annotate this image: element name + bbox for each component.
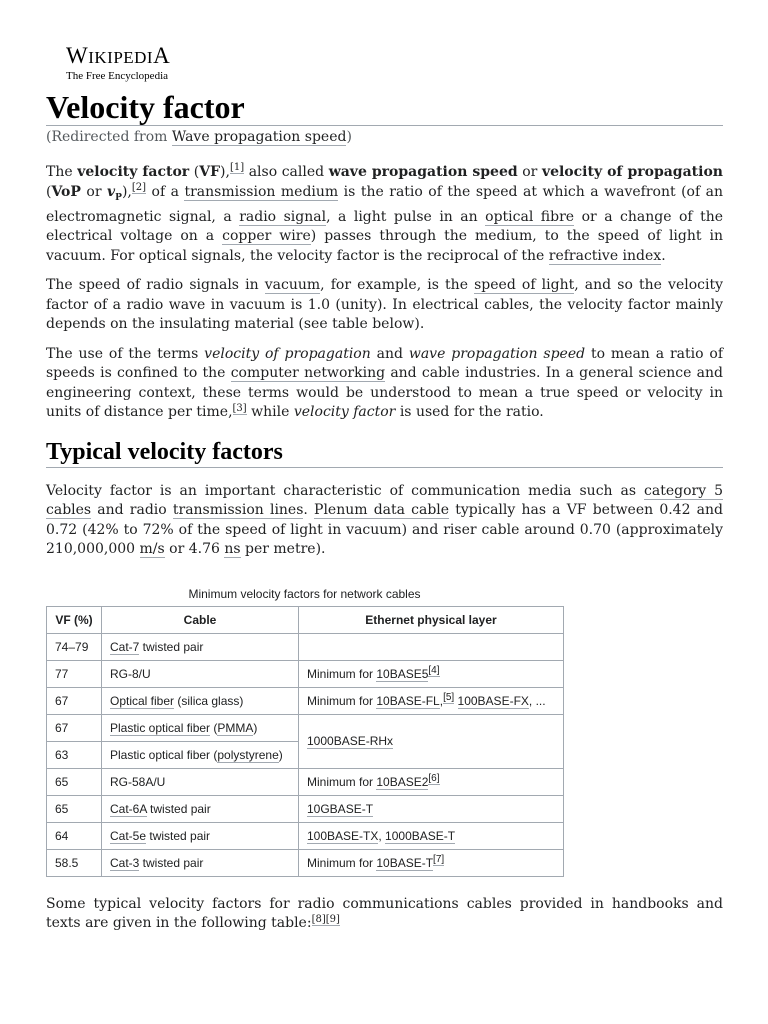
citation-link[interactable]: [7]: [433, 853, 445, 865]
ethernet-link[interactable]: 100BASE-TX: [307, 828, 379, 843]
cable-link[interactable]: Cat-7: [110, 639, 140, 654]
citation-link[interactable]: [3]: [232, 402, 247, 414]
citation-link[interactable]: [1]: [229, 162, 245, 174]
article-link[interactable]: ns: [224, 541, 241, 558]
article: [46, 0, 723, 934]
ethernet-link[interactable]: 10BASE-T: [376, 855, 434, 870]
redirect-notice: (Redirected from Wave propagation speed): [46, 129, 352, 145]
article-link[interactable]: category 5 cables: [46, 482, 723, 519]
column-header: VF (%): [47, 606, 102, 633]
article-link[interactable]: optical fibre: [485, 208, 575, 225]
cable-link[interactable]: Cat-3: [110, 855, 140, 870]
cable-link[interactable]: Plastic optical fiber: [110, 720, 211, 735]
ethernet-link[interactable]: 1000BASE-RHx: [307, 734, 394, 749]
ethernet-link[interactable]: 10BASE2: [376, 774, 429, 789]
redirect-link[interactable]: Wave propagation speed: [171, 129, 347, 145]
column-header: Cable: [102, 606, 299, 633]
velocity-table: [46, 606, 564, 877]
article-link[interactable]: vacuum: [264, 277, 321, 294]
ethernet-link[interactable]: 10GBASE-T: [307, 801, 374, 816]
ethernet-link[interactable]: 10BASE5: [376, 666, 429, 681]
table-row: 64 Cat-5e twisted pair 100BASE-TX, 1000BASE-T: [47, 822, 564, 849]
cable-link[interactable]: Cat-6A: [110, 801, 147, 816]
cable-link[interactable]: Cat-5e: [110, 828, 147, 843]
article-link[interactable]: speed of light: [474, 277, 575, 294]
citation-link[interactable]: [5]: [443, 691, 455, 703]
table-row: 65 RG-58A/U Minimum for 10BASE2[6]: [47, 768, 564, 795]
cable-link[interactable]: PMMA: [217, 720, 254, 735]
intro-paragraph: The velocity factor (VF),[1] also called wave propagation speed or velocity of propagation (VoP or $v_P),[2]$ of a transmission medium is the ratio of the speed at which a wavefront (of an electromagnetic signal, a radio signal, a light pulse in an optical fibre or a change of the electrical voltage on a copper wire) passes through the medium, to the speed of light in vacuum. For optical signals, the velocity factor is the reciprocal of the refractive index.: [46, 162, 724, 264]
table-row: 74–79 Cat-7 twisted pair: [47, 633, 564, 660]
wikipedia-logo[interactable]: [66, 0, 723, 83]
article-link[interactable]: radio signal: [239, 208, 327, 225]
paragraph: Some typical velocity factors for radio communications cables provided in handbooks and texts are given in the following table:[8][9]: [46, 895, 723, 932]
article-link[interactable]: transmission medium: [184, 183, 339, 200]
citation-link[interactable]: [2]: [131, 181, 147, 193]
article-link[interactable]: refractive index: [548, 247, 662, 264]
article-link[interactable]: Plenum data cable: [314, 502, 450, 519]
ethernet-link[interactable]: 1000BASE-T: [385, 828, 456, 843]
cable-link[interactable]: Optical fiber: [110, 693, 175, 708]
paragraph: The use of the terms velocity of propagation and wave propagation speed to mean a ratio of speeds is confined to the computer networking and cable industries. In a general science and engineering context, these terms would be understood to mean a true speed or velocity in units of distance per time,[3] while velocity factor is used for the ratio.: [46, 345, 724, 421]
logo-tagline: The Free Encyclopedia: [66, 70, 169, 82]
article-link[interactable]: m/s: [139, 541, 165, 558]
column-header: Ethernet physical layer: [299, 606, 564, 633]
table-row: 67 Plastic optical fiber (PMMA) 1000BASE-RHx: [47, 714, 564, 741]
paragraph: The speed of radio signals in vacuum, for example, is the speed of light, and so the velocity factor of a radio wave in vacuum is 1.0 (unity). In electrical cables, the velocity factor mainly depends on the insulating material (see table below).: [46, 277, 724, 333]
citation-link[interactable]: [4]: [428, 664, 440, 676]
table-header-row: [47, 606, 564, 633]
table-row: 65 Cat-6A twisted pair 10GBASE-T: [47, 795, 564, 822]
section-heading: Typical velocity factors: [46, 437, 723, 468]
table-row: 63 Plastic optical fiber (polystyrene): [47, 741, 564, 768]
article-link[interactable]: transmission lines: [172, 502, 304, 519]
table-row: 58.5 Cat-3 twisted pair Minimum for 10BASE-T[7]: [47, 849, 564, 876]
citation-link[interactable]: [9]: [325, 913, 340, 925]
citation-link[interactable]: [6]: [428, 772, 440, 784]
table-caption: Minimum velocity factors for network cables: [188, 586, 421, 601]
ethernet-link[interactable]: 100BASE-FX: [457, 693, 529, 708]
table-row: 77 RG-8/U Minimum for 10BASE5[4]: [47, 660, 564, 687]
paragraph: Velocity factor is an important characteristic of communication media such as category 5 cables and radio transmission lines. Plenum data cable typically has a VF between 0.42 and 0.72 (42% to 72% of the speed of light in vacuum) and riser cable around 0.70 (approximately 210,000,000 m/s or 4.76 ns per metre).: [46, 482, 723, 558]
article-link[interactable]: computer networking: [230, 365, 386, 382]
cable-link[interactable]: polystyrene: [217, 747, 279, 762]
page-title: Velocity factor: [46, 89, 723, 126]
citation-link[interactable]: [8]: [311, 913, 326, 925]
article-link[interactable]: copper wire: [222, 228, 311, 245]
ethernet-link[interactable]: 10BASE-FL: [376, 693, 440, 708]
logo-wordmark: WIKIPEDIA: [66, 43, 171, 68]
table-row: 67 Optical fiber (silica glass) Minimum for 10BASE-FL,[5] 100BASE-FX, ...: [47, 687, 564, 714]
